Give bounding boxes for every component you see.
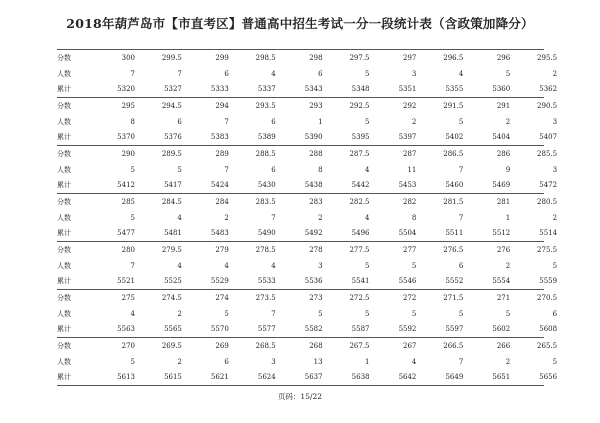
- score-row-label: 分数: [57, 198, 71, 206]
- score-cell: 277.5: [349, 246, 370, 254]
- count-cell: 7: [458, 214, 464, 222]
- cumulative-cell: 5389: [257, 133, 276, 141]
- cumulative-cell: 5483: [210, 229, 229, 237]
- score-row: [57, 196, 558, 208]
- score-cell: 270: [121, 342, 135, 350]
- score-row-label: 分数: [57, 294, 71, 302]
- score-cell: 289: [215, 150, 229, 158]
- cumulative-row: [57, 179, 558, 191]
- score-cell: 286.5: [443, 150, 464, 158]
- score-cell: 290.5: [537, 102, 558, 110]
- score-cell: 273.5: [255, 294, 276, 302]
- score-cell: 272: [403, 294, 417, 302]
- count-cell: 2: [505, 358, 511, 366]
- cumulative-cell: 5320: [117, 85, 135, 93]
- count-cell: 2: [177, 310, 182, 318]
- cumulative-cell: 5613: [117, 373, 135, 381]
- cumulative-row-label: 累计: [57, 181, 71, 189]
- count-cell: 13: [313, 358, 323, 366]
- score-cell: 274: [215, 294, 229, 302]
- score-cell: 275.5: [537, 246, 558, 254]
- count-cell: 3: [271, 358, 276, 366]
- count-row-label: 人数: [57, 358, 71, 366]
- cumulative-cell: 5615: [164, 373, 182, 381]
- score-row: [57, 292, 558, 304]
- count-cell: 2: [505, 118, 511, 126]
- count-cell: 5: [458, 118, 464, 126]
- count-cell: 7: [177, 70, 182, 78]
- count-row: [57, 308, 558, 320]
- count-cell: 4: [271, 262, 276, 270]
- count-cell: 5: [458, 310, 464, 318]
- count-cell: 7: [130, 70, 135, 78]
- score-cell: 277: [403, 246, 417, 254]
- score-cell: 279: [215, 246, 229, 254]
- count-cell: 4: [177, 214, 182, 222]
- count-row: [57, 164, 558, 176]
- count-cell: 5: [130, 166, 135, 174]
- score-cell: 291: [496, 102, 511, 110]
- score-block: [57, 193, 558, 241]
- cumulative-cell: 5397: [398, 133, 417, 141]
- score-row: [57, 148, 558, 160]
- cumulative-row: [57, 227, 558, 239]
- cumulative-cell: 5496: [351, 229, 370, 237]
- score-block: [57, 241, 558, 289]
- score-cell: 275: [121, 294, 135, 302]
- score-cell: 270.5: [537, 294, 558, 302]
- cumulative-cell: 5565: [164, 325, 182, 333]
- count-cell: 4: [224, 262, 229, 270]
- count-cell: 4: [271, 70, 276, 78]
- score-cell: 271.5: [443, 294, 464, 302]
- score-cell: 282: [403, 198, 417, 206]
- count-cell: 5: [411, 262, 417, 270]
- score-cell: 287: [403, 150, 417, 158]
- score-cell: 294.5: [161, 102, 182, 110]
- score-cell: 286: [496, 150, 511, 158]
- count-row: [57, 260, 558, 272]
- count-cell: 8: [318, 166, 323, 174]
- cumulative-cell: 5351: [398, 85, 417, 93]
- count-cell: 2: [552, 214, 558, 222]
- page-number: 页码：15/22: [277, 392, 323, 401]
- cumulative-cell: 5552: [445, 277, 464, 285]
- score-cell: 294: [215, 102, 229, 110]
- cumulative-cell: 5525: [164, 277, 182, 285]
- count-cell: 2: [224, 214, 229, 222]
- score-cell: 290: [121, 150, 135, 158]
- score-cell: 283: [309, 198, 323, 206]
- cumulative-cell: 5577: [257, 325, 276, 333]
- count-cell: 2: [411, 118, 417, 126]
- cumulative-row: [57, 83, 558, 95]
- score-cell: 269: [215, 342, 229, 350]
- score-cell: 292: [403, 102, 417, 110]
- score-cell: 288.5: [255, 150, 276, 158]
- count-cell: 2: [318, 214, 323, 222]
- cumulative-cell: 5651: [492, 373, 511, 381]
- score-block: [57, 49, 558, 97]
- count-row-label: 人数: [57, 262, 71, 270]
- score-row-label: 分数: [57, 54, 71, 62]
- count-cell: 2: [552, 70, 558, 78]
- score-row-label: 分数: [57, 102, 71, 110]
- count-cell: 5: [224, 310, 229, 318]
- count-cell: 4: [365, 214, 370, 222]
- count-cell: 2: [177, 358, 182, 366]
- count-row: [57, 68, 558, 80]
- cumulative-cell: 5638: [351, 373, 370, 381]
- score-cell: 272.5: [349, 294, 370, 302]
- count-row-label: 人数: [57, 214, 71, 222]
- score-cell: 284.5: [161, 198, 182, 206]
- cumulative-cell: 5370: [117, 133, 135, 141]
- score-row: [57, 100, 558, 112]
- cumulative-cell: 5383: [210, 133, 229, 141]
- score-cell: 298: [309, 54, 323, 62]
- count-cell: 5: [365, 118, 370, 126]
- cumulative-row-label: 累计: [57, 85, 71, 93]
- cumulative-cell: 5597: [445, 325, 464, 333]
- cumulative-cell: 5529: [210, 277, 229, 285]
- cumulative-cell: 5404: [492, 133, 511, 141]
- cumulative-cell: 5438: [304, 181, 323, 189]
- score-cell: 285: [121, 198, 135, 206]
- cumulative-cell: 5592: [398, 325, 417, 333]
- cumulative-row: [57, 371, 558, 383]
- count-cell: 7: [224, 118, 229, 126]
- score-cell: 282.5: [349, 198, 370, 206]
- cumulative-cell: 5559: [539, 277, 558, 285]
- count-cell: 4: [458, 70, 464, 78]
- count-cell: 8: [130, 118, 135, 126]
- score-cell: 291.5: [443, 102, 464, 110]
- cumulative-row: [57, 275, 558, 287]
- score-cell: 295: [121, 102, 135, 110]
- cumulative-cell: 5360: [492, 85, 511, 93]
- score-cell: 296: [496, 54, 511, 62]
- cumulative-cell: 5348: [351, 85, 370, 93]
- count-cell: 3: [318, 262, 323, 270]
- score-distribution-table: [57, 49, 558, 386]
- count-cell: 5: [411, 310, 417, 318]
- cumulative-cell: 5504: [398, 229, 417, 237]
- score-cell: 299: [215, 54, 229, 62]
- cumulative-cell: 5642: [398, 373, 417, 381]
- score-cell: 281.5: [443, 198, 464, 206]
- count-cell: 3: [411, 70, 417, 78]
- score-cell: 293.5: [255, 102, 276, 110]
- score-cell: 278.5: [255, 246, 276, 254]
- count-cell: 6: [224, 70, 229, 78]
- score-cell: 297: [403, 54, 417, 62]
- score-cell: 269.5: [161, 342, 182, 350]
- cumulative-cell: 5417: [164, 181, 182, 189]
- score-block: [57, 337, 558, 386]
- score-cell: 268: [309, 342, 323, 350]
- cumulative-cell: 5521: [117, 277, 135, 285]
- cumulative-cell: 5407: [539, 133, 558, 141]
- count-cell: 2: [505, 262, 511, 270]
- score-cell: 266: [496, 342, 511, 350]
- cumulative-cell: 5490: [257, 229, 276, 237]
- cumulative-cell: 5333: [210, 85, 229, 93]
- cumulative-cell: 5402: [445, 133, 464, 141]
- score-row: [57, 340, 558, 352]
- score-cell: 292.5: [349, 102, 370, 110]
- count-cell: 1: [365, 358, 370, 366]
- cumulative-cell: 5587: [351, 325, 370, 333]
- count-cell: 6: [552, 310, 558, 318]
- score-row-label: 分数: [57, 150, 71, 158]
- cumulative-cell: 5656: [539, 373, 558, 381]
- count-cell: 5: [318, 310, 323, 318]
- count-cell: 5: [177, 166, 182, 174]
- count-row-label: 人数: [57, 70, 71, 78]
- score-cell: 271: [496, 294, 511, 302]
- count-cell: 6: [271, 118, 276, 126]
- count-row-label: 人数: [57, 118, 71, 126]
- cumulative-cell: 5512: [492, 229, 511, 237]
- count-cell: 6: [177, 118, 182, 126]
- count-cell: 6: [224, 358, 229, 366]
- score-cell: 289.5: [161, 150, 182, 158]
- count-cell: 5: [365, 262, 370, 270]
- score-block: [57, 289, 558, 337]
- count-cell: 3: [552, 166, 558, 174]
- count-cell: 5: [505, 310, 511, 318]
- cumulative-cell: 5327: [164, 85, 182, 93]
- cumulative-row: [57, 323, 558, 335]
- count-cell: 4: [177, 262, 182, 270]
- cumulative-row-label: 累计: [57, 229, 71, 237]
- cumulative-cell: 5492: [304, 229, 323, 237]
- count-cell: 7: [458, 358, 464, 366]
- cumulative-cell: 5362: [539, 85, 558, 93]
- cumulative-cell: 5460: [445, 181, 464, 189]
- cumulative-row-label: 累计: [57, 277, 71, 285]
- count-row-label: 人数: [57, 310, 71, 318]
- cumulative-cell: 5546: [398, 277, 417, 285]
- count-cell: 6: [271, 166, 276, 174]
- count-cell: 8: [411, 214, 417, 222]
- count-cell: 4: [411, 358, 417, 366]
- count-cell: 7: [458, 166, 464, 174]
- page-title: 2018年葫芦岛市【市直考区】普通高中招生考试一分一段统计表（含政策加降分）: [66, 16, 534, 31]
- count-cell: 5: [365, 70, 370, 78]
- cumulative-cell: 5602: [492, 325, 511, 333]
- cumulative-cell: 5412: [117, 181, 135, 189]
- cumulative-cell: 5621: [210, 373, 229, 381]
- score-block: [57, 97, 558, 145]
- score-row: [57, 52, 558, 64]
- score-row: [57, 244, 558, 256]
- score-row-label: 分数: [57, 342, 71, 350]
- cumulative-cell: 5563: [117, 325, 135, 333]
- cumulative-cell: 5376: [164, 133, 182, 141]
- count-cell: 5: [552, 358, 558, 366]
- score-cell: 284: [215, 198, 229, 206]
- cumulative-cell: 5582: [304, 325, 323, 333]
- cumulative-cell: 5514: [539, 229, 558, 237]
- cumulative-cell: 5477: [117, 229, 135, 237]
- cumulative-cell: 5541: [351, 277, 370, 285]
- score-cell: 298.5: [255, 54, 276, 62]
- score-cell: 273: [309, 294, 323, 302]
- score-cell: 265.5: [537, 342, 558, 350]
- cumulative-cell: 5481: [164, 229, 182, 237]
- count-cell: 6: [458, 262, 464, 270]
- cumulative-cell: 5472: [539, 181, 558, 189]
- score-cell: 280.5: [537, 198, 558, 206]
- cumulative-cell: 5453: [398, 181, 417, 189]
- count-cell: 11: [407, 166, 417, 174]
- score-cell: 295.5: [537, 54, 558, 62]
- count-cell: 1: [505, 214, 511, 222]
- cumulative-cell: 5390: [304, 133, 323, 141]
- score-cell: 281: [496, 198, 511, 206]
- cumulative-cell: 5469: [492, 181, 511, 189]
- score-cell: 300: [121, 54, 135, 62]
- cumulative-cell: 5637: [304, 373, 323, 381]
- count-cell: 5: [365, 310, 370, 318]
- score-cell: 279.5: [161, 246, 182, 254]
- score-cell: 276: [496, 246, 511, 254]
- count-cell: 4: [130, 310, 135, 318]
- count-row: [57, 356, 558, 368]
- cumulative-row: [57, 131, 558, 143]
- cumulative-cell: 5536: [304, 277, 323, 285]
- cumulative-cell: 5533: [257, 277, 276, 285]
- count-cell: 4: [365, 166, 370, 174]
- score-cell: 268.5: [255, 342, 276, 350]
- cumulative-cell: 5355: [445, 85, 464, 93]
- count-cell: 5: [552, 262, 558, 270]
- score-cell: 288: [309, 150, 323, 158]
- count-cell: 7: [130, 262, 135, 270]
- score-cell: 274.5: [161, 294, 182, 302]
- score-cell: 276.5: [443, 246, 464, 254]
- cumulative-cell: 5430: [257, 181, 276, 189]
- cumulative-row-label: 累计: [57, 133, 71, 141]
- score-cell: 296.5: [443, 54, 464, 62]
- score-cell: 287.5: [349, 150, 370, 158]
- score-block: [57, 145, 558, 193]
- score-cell: 267.5: [349, 342, 370, 350]
- count-cell: 1: [318, 118, 323, 126]
- cumulative-cell: 5570: [210, 325, 229, 333]
- count-cell: 5: [130, 358, 135, 366]
- score-cell: 285.5: [537, 150, 558, 158]
- count-row-label: 人数: [57, 166, 71, 174]
- count-cell: 3: [552, 118, 558, 126]
- cumulative-row-label: 累计: [57, 325, 71, 333]
- score-cell: 293: [309, 102, 323, 110]
- score-row-label: 分数: [57, 246, 71, 254]
- count-cell: 5: [130, 214, 135, 222]
- count-cell: 7: [271, 310, 276, 318]
- cumulative-cell: 5554: [492, 277, 511, 285]
- cumulative-cell: 5395: [351, 133, 370, 141]
- count-cell: 5: [505, 70, 511, 78]
- cumulative-cell: 5624: [257, 373, 276, 381]
- cumulative-cell: 5343: [304, 85, 323, 93]
- cumulative-row-label: 累计: [57, 373, 71, 381]
- score-cell: 297.5: [349, 54, 370, 62]
- count-row: [57, 116, 558, 128]
- cumulative-cell: 5511: [445, 229, 464, 237]
- count-cell: 6: [318, 70, 323, 78]
- count-cell: 7: [224, 166, 229, 174]
- cumulative-cell: 5424: [210, 181, 229, 189]
- cumulative-cell: 5608: [539, 325, 558, 333]
- cumulative-cell: 5649: [445, 373, 464, 381]
- score-cell: 278: [309, 246, 323, 254]
- count-row: [57, 212, 558, 224]
- score-cell: 266.5: [443, 342, 464, 350]
- cumulative-cell: 5442: [351, 181, 370, 189]
- count-cell: 7: [271, 214, 276, 222]
- score-cell: 267: [403, 342, 417, 350]
- score-cell: 299.5: [161, 54, 182, 62]
- score-cell: 280: [121, 246, 135, 254]
- score-cell: 283.5: [255, 198, 276, 206]
- count-cell: 9: [505, 166, 511, 174]
- cumulative-cell: 5337: [257, 85, 276, 93]
